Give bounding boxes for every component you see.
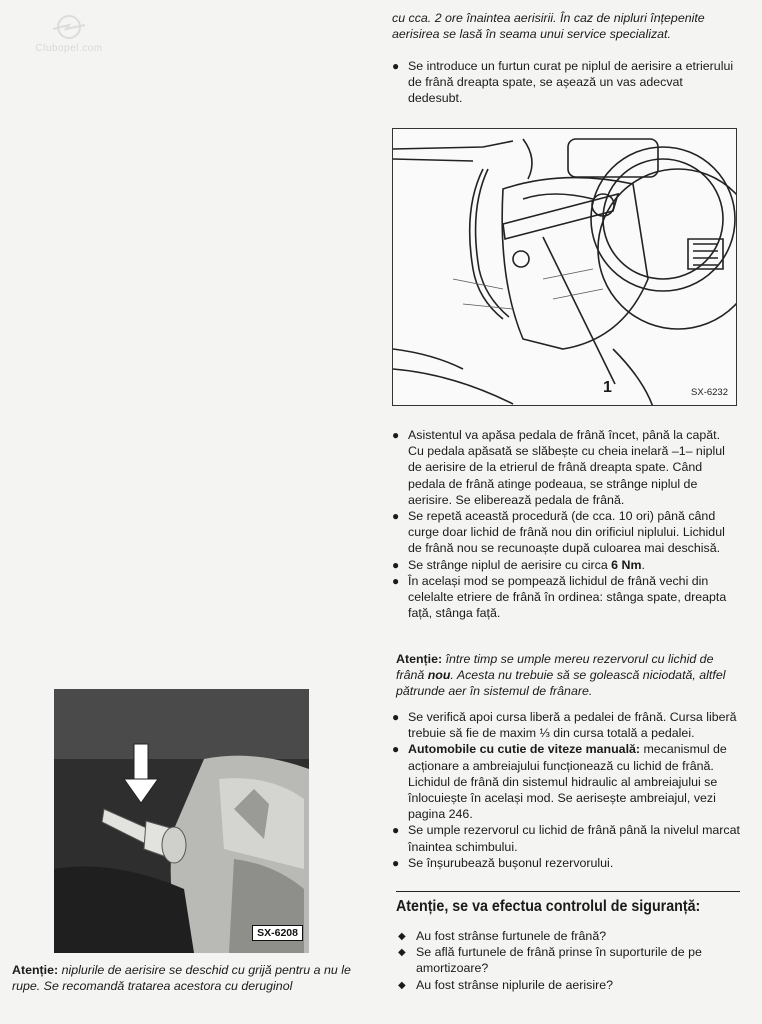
diamond-bullet-icon: ◆ xyxy=(398,947,406,959)
photo-caption: Atenție: niplurile de aerisire se deschid cu grijă pentru a nu le rupe. Se recomandă tratarea acestora cu deruginol xyxy=(12,963,351,994)
figure-code: SX-6232 xyxy=(691,387,728,398)
bullet-icon: ● xyxy=(392,509,400,524)
list-item: ● Asistentul va apăsa pedala de frână încet, până la capăt. Cu pedala apăsată se slăbește cu cheia inelară –1– niplul de aerisire de la etrierul de frână dreapta spate. Când pedala de frână atinge podeaua, se strânge niplul de aerisire. Se eliberează pedala de frână. xyxy=(392,428,725,507)
list-item: ● Se introduce un furtun curat pe niplul de aerisire a etrierului de frână dreapta spate, se așează un vas adecvat dedesubt. xyxy=(392,59,734,106)
list-item: ● În același mod se pompează lichidul de frână vechi din celelalte etriere de frână în ordinea: stânga spate, dreapta față, stânga față. xyxy=(392,573,727,621)
watermark-logo xyxy=(14,14,124,54)
bullet-icon: ● xyxy=(392,428,400,442)
figure-caliper-wrench xyxy=(392,128,737,406)
procedure-steps-2 xyxy=(388,709,740,871)
opel-logo-icon xyxy=(49,14,89,40)
watermark-text: Clubopel.com xyxy=(35,43,103,54)
bleed-nipple-photo xyxy=(54,689,309,953)
list-item: ● Se umple rezervorul cu lichid de frână până la nivelul marcat înaintea schimbului. xyxy=(392,823,740,854)
diamond-bullet-icon: ◆ xyxy=(398,979,406,991)
section-divider xyxy=(396,891,740,892)
bullet-icon: ● xyxy=(392,710,400,724)
bullet-icon: ● xyxy=(392,573,400,588)
hose-bullet-list xyxy=(388,58,738,107)
list-item: ● Se înșurubează bușonul rezervorului. xyxy=(392,855,614,870)
list-item: ● Se strânge niplul de aerisire cu circa 6 Nm. xyxy=(392,557,645,572)
attention-note: Atenție: între timp se umple mereu rezervorul cu lichid de frână nou. Acesta nu trebuie să se golească niciodată, altfel pătrunde aer în sistemul de frânare. xyxy=(396,652,726,699)
bullet-icon: ● xyxy=(392,855,400,870)
attention-label: Atenție: xyxy=(396,652,443,666)
bullet-icon: ● xyxy=(392,557,400,572)
photo-code: SX-6208 xyxy=(252,925,303,941)
list-item: ◆ Au fost strânse niplurile de aerisire? xyxy=(396,977,742,993)
list-item: ◆ Au fost strânse furtunele de frână? xyxy=(396,928,742,944)
bullet-icon: ● xyxy=(392,742,400,757)
intro-continuation: cu cca. 2 ore înaintea aerisirii. În caz de nipluri înțepenite aerisirea se lasă în seama unui service specializat. xyxy=(392,11,705,42)
figure-callout-number: 1 xyxy=(603,379,612,396)
photo-bleed-nipple xyxy=(54,689,309,953)
bullet-icon: ● xyxy=(392,823,400,838)
torque-value: 6 Nm xyxy=(611,557,642,572)
safety-checklist xyxy=(396,928,742,993)
list-item: ● Automobile cu cutie de viteze manuală: mecanismul de acționare a ambreiajului funcționează cu lichid de frână. Lichidul de frână din sistemul hidraulic al ambreiajului se înlocuiește în același mod. Se aerisește ambreiajul, vezi pagina 246. xyxy=(392,742,727,822)
caliper-drawing xyxy=(393,129,737,406)
procedure-steps xyxy=(388,427,738,621)
caption-label: Atenție: xyxy=(12,963,59,977)
list-item: ● Se repetă această procedură (de cca. 10 ori) până când curge doar lichid de frână nou din orificiul niplului. Lichidul de frână nou se recunoaște după culoarea mai deschisă. xyxy=(392,509,725,556)
list-item: ● Se verifică apoi cursa liberă a pedalei de frână. Cursa liberă trebuie să fie de maxim ⅓ din cursa totală a pedalei. xyxy=(392,710,737,741)
diamond-bullet-icon: ◆ xyxy=(398,931,406,942)
safety-heading: Atenție, se va efectua controlul de siguranță: xyxy=(396,898,701,915)
list-item: ◆ Se află furtunele de frână prinse în suporturile de pe amortizoare? xyxy=(398,945,702,976)
bullet-icon: ● xyxy=(392,59,400,73)
